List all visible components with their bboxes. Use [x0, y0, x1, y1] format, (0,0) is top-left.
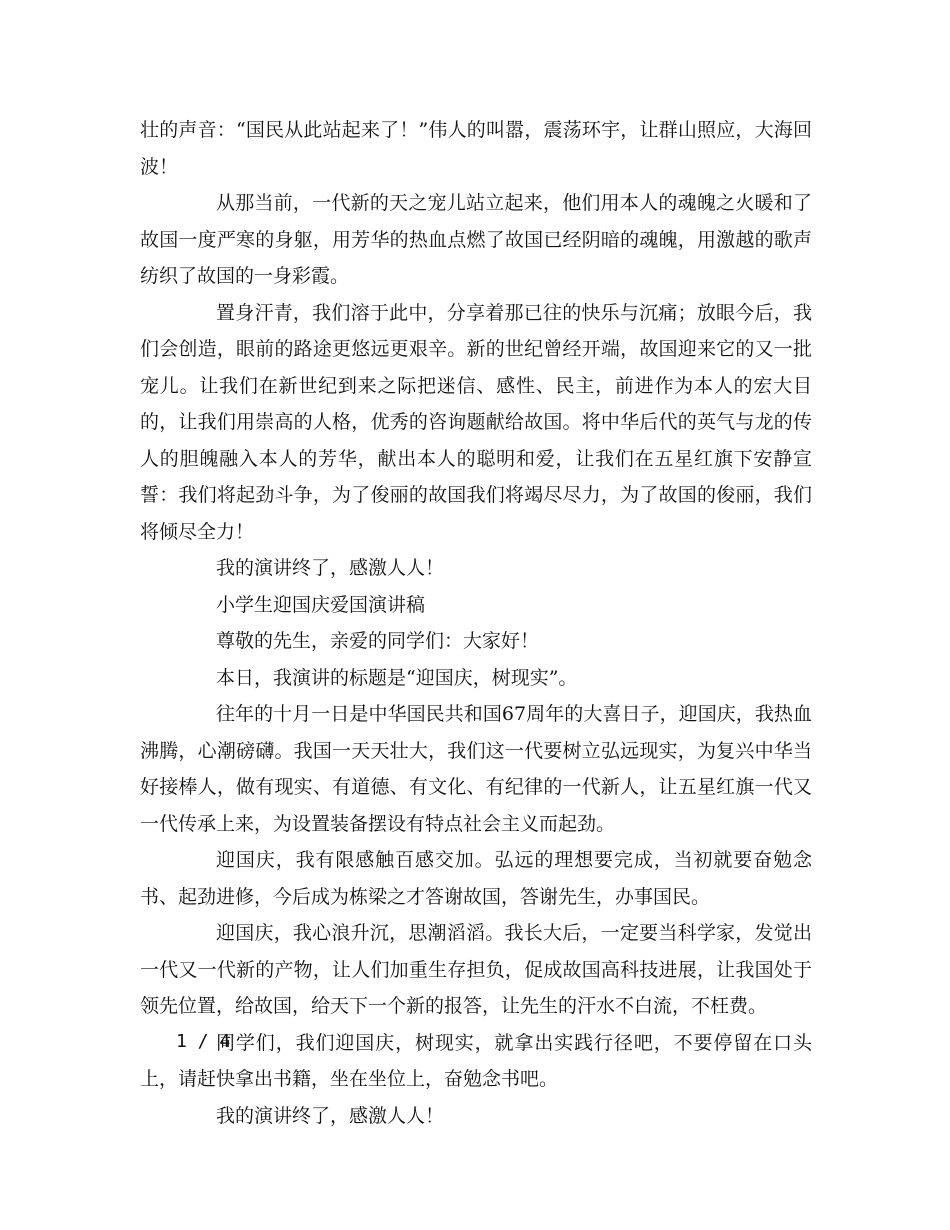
paragraph: 尊敬的先生，亲爱的同学们：大家好！	[216, 630, 540, 652]
document-body	[140, 112, 812, 1134]
section-title: 小学生迎国庆爱国演讲稿	[216, 593, 426, 616]
paragraph: 我的演讲终了，感激人人！	[216, 557, 445, 579]
paragraph: 我的演讲终了，感激人人！	[216, 1104, 445, 1127]
paragraph: 往年的十月一日是中华国民共和国67周年的大喜日子，迎国庆，我热血沸腾，心潮磅礴。我国一天天壮大，我们这一代要树立弘远现实，为复兴中华当好接棒人，做有现实、有道德、有文化、有纪律的一代新人，让五星红旗一代又一代传承上来，为设置装备摆设有特点社会主义而起劲。	[140, 703, 812, 835]
paragraph: 置身汗青，我们溶于此中，分享着那已往的快乐与沉痛；放眼今后，我们会创造，眼前的路途更悠远更艰辛。新的世纪曾经开端，故国迎来它的又一批宠儿。让我们在新世纪到来之际把迷信、感性、民主，前进作为本人的宏大目的，让我们用崇高的人格，优秀的咨询题献给故国。将中华后代的英气与龙的传人的胆魄融入本人的芳华，献出本人的聪明和爱，让我们在五星红旗下安静宣誓：我们将起劲斗争，为了俊丽的故国我们将竭尽尽力，为了故国的俊丽，我们将倾尽全力！	[140, 301, 812, 543]
paragraph: 迎国庆，我有限感触百感交加。弘远的理想要完成，当初就要奋勉念书、起劲进修，今后成为栋梁之才答谢故国，答谢先生，办事国民。	[140, 849, 812, 908]
paragraph: 迎国庆，我心浪升沉，思潮滔滔。我长大后，一定要当科学家，发觉出一代又一代新的产物，让人们加重生存担负，促成故国高科技进展，让我国处于领先位置，给故国，给天下一个新的报答，让先生的汗水不白流，不枉费。	[140, 922, 812, 1017]
paragraph: 本日，我演讲的标题是“迎国庆，树现实”。	[216, 666, 578, 689]
paragraph: 同学们，我们迎国庆，树现实，就拿出实践行径吧，不要停留在口头上，请赶快拿出书籍，坐在坐位上，奋勉念书吧。	[140, 1031, 812, 1090]
paragraph: 从那当前，一代新的天之宠儿站立起来，他们用本人的魂魄之火暖和了故国一度严寒的身躯，用芳华的热血点燃了故国已经阴暗的魂魄，用激越的歌声纺织了故国的一身彩霞。	[140, 192, 812, 287]
page-number: 1 / 4	[176, 1031, 231, 1052]
paragraph: 壮的声音：“国民从此站起来了！”伟人的叫嚣，震荡环宇，让群山照应，大海回波！	[140, 119, 812, 178]
